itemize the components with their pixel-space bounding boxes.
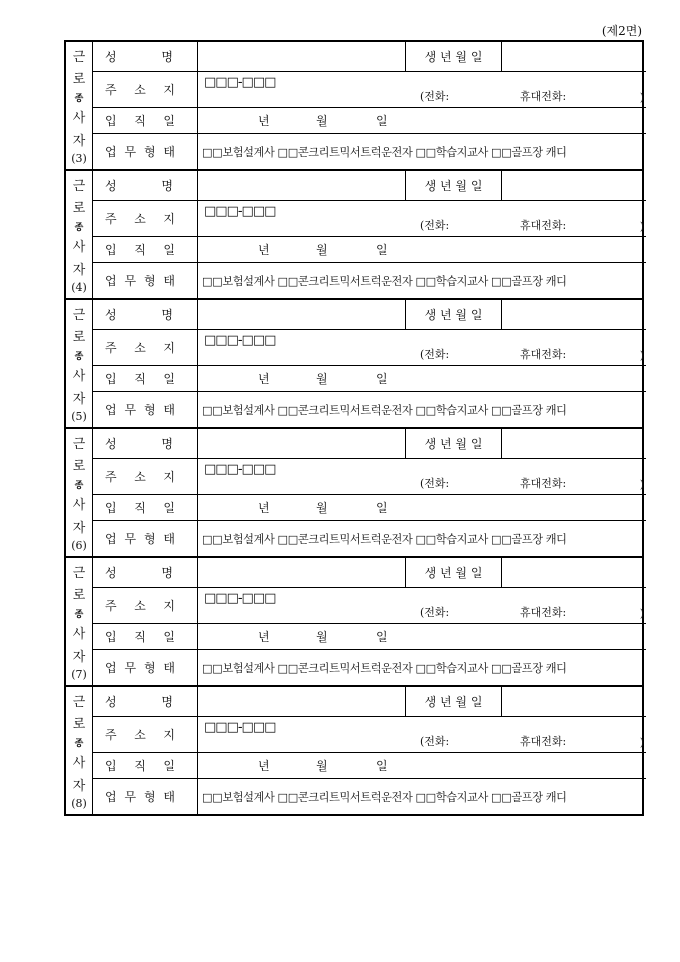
work-type-label: 업 무 형 태	[92, 520, 197, 556]
year-label: 년	[258, 501, 270, 515]
worker-side-label	[66, 687, 92, 814]
side-char: 사	[72, 627, 86, 643]
hire-date-field[interactable]	[197, 623, 646, 649]
mobile-label: 휴대전화:	[520, 348, 567, 361]
birth-label: 생 년 월 일	[405, 429, 501, 458]
side-char: 근	[72, 565, 86, 581]
name-label: 성 명	[92, 42, 197, 71]
year-label: 년	[258, 243, 270, 257]
birth-field[interactable]	[501, 42, 646, 71]
side-char: 종	[74, 609, 84, 620]
side-char: 로	[72, 72, 86, 88]
birth-field[interactable]	[501, 300, 646, 329]
phone-label: (전화:	[420, 606, 450, 619]
address-field[interactable]	[197, 716, 646, 752]
address-label: 주 소 지	[92, 716, 197, 752]
postal-code-boxes[interactable]: □□□-□□□	[204, 591, 276, 606]
postal-code-boxes[interactable]: □□□-□□□	[204, 720, 276, 735]
worker-number: (6)	[71, 539, 87, 553]
month-label: 월	[316, 759, 328, 773]
year-label: 년	[258, 630, 270, 644]
side-char: 종	[74, 93, 84, 104]
side-char: 종	[74, 738, 84, 749]
close-paren: )	[639, 91, 644, 104]
worker-side-label	[66, 42, 92, 169]
hire-date-label: 입 직 일	[92, 365, 197, 391]
work-type-checkboxes[interactable]: □□보험설계사 □□콘크리트믹서트럭운전자 □□학습지교사 □□골프장 캐디	[197, 649, 646, 685]
close-paren: )	[639, 736, 644, 749]
name-field[interactable]	[197, 171, 405, 200]
close-paren: )	[639, 349, 644, 362]
worker-number: (8)	[71, 797, 87, 811]
name-field[interactable]	[197, 42, 405, 71]
worker-block	[64, 556, 644, 685]
work-type-checkboxes[interactable]: □□보험설계사 □□콘크리트믹서트럭운전자 □□학습지교사 □□골프장 캐디	[197, 778, 646, 814]
work-type-checkboxes[interactable]: □□보험설계사 □□콘크리트믹서트럭운전자 □□학습지교사 □□골프장 캐디	[197, 520, 646, 556]
side-char: 로	[72, 717, 86, 733]
work-type-checkboxes[interactable]: □□보험설계사 □□콘크리트믹서트럭운전자 □□학습지교사 □□골프장 캐디	[197, 262, 646, 298]
side-char: 종	[74, 222, 84, 233]
side-char: 사	[72, 240, 86, 256]
birth-label: 생 년 월 일	[405, 42, 501, 71]
mobile-label: 휴대전화:	[520, 219, 567, 232]
close-paren: )	[639, 478, 644, 491]
mobile-label: 휴대전화:	[520, 90, 567, 103]
birth-field[interactable]	[501, 687, 646, 716]
postal-code-boxes[interactable]: □□□-□□□	[204, 462, 276, 477]
phone-label: (전화:	[420, 219, 450, 232]
side-char: 종	[74, 351, 84, 362]
postal-code-boxes[interactable]: □□□-□□□	[204, 333, 276, 348]
work-type-label: 업 무 형 태	[92, 778, 197, 814]
worker-side-label	[66, 429, 92, 556]
hire-date-field[interactable]	[197, 236, 646, 262]
phone-label: (전화:	[420, 735, 450, 748]
year-label: 년	[258, 759, 270, 773]
side-char: 사	[72, 369, 86, 385]
year-label: 년	[258, 114, 270, 128]
day-label: 일	[376, 501, 388, 515]
hire-date-label: 입 직 일	[92, 752, 197, 778]
side-char: 자	[72, 391, 86, 407]
side-char: 근	[72, 694, 86, 710]
work-type-checkboxes[interactable]: □□보험설계사 □□콘크리트믹서트럭운전자 □□학습지교사 □□골프장 캐디	[197, 391, 646, 427]
month-label: 월	[316, 114, 328, 128]
side-char: 사	[72, 498, 86, 514]
side-char: 자	[72, 133, 86, 149]
name-label: 성 명	[92, 300, 197, 329]
side-char: 사	[72, 111, 86, 127]
name-field[interactable]	[197, 300, 405, 329]
month-label: 월	[316, 630, 328, 644]
side-char: 근	[72, 436, 86, 452]
close-paren: )	[639, 220, 644, 233]
worker-number: (7)	[71, 668, 87, 682]
hire-date-field[interactable]	[197, 107, 646, 133]
worker-side-label	[66, 300, 92, 427]
work-type-label: 업 무 형 태	[92, 262, 197, 298]
month-label: 월	[316, 372, 328, 386]
work-type-label: 업 무 형 태	[92, 391, 197, 427]
address-field[interactable]	[197, 200, 646, 236]
birth-label: 생 년 월 일	[405, 171, 501, 200]
birth-label: 생 년 월 일	[405, 558, 501, 587]
side-char: 자	[72, 649, 86, 665]
worker-block	[64, 427, 644, 556]
hire-date-field[interactable]	[197, 752, 646, 778]
side-char: 로	[72, 588, 86, 604]
hire-date-label: 입 직 일	[92, 236, 197, 262]
side-char: 근	[72, 307, 86, 323]
worker-number: (3)	[71, 152, 87, 166]
month-label: 월	[316, 501, 328, 515]
name-label: 성 명	[92, 558, 197, 587]
mobile-label: 휴대전화:	[520, 606, 567, 619]
address-field[interactable]	[197, 458, 646, 494]
address-field[interactable]	[197, 587, 646, 623]
day-label: 일	[376, 114, 388, 128]
work-type-label: 업 무 형 태	[92, 133, 197, 169]
day-label: 일	[376, 630, 388, 644]
name-field[interactable]	[197, 429, 405, 458]
hire-date-field[interactable]	[197, 365, 646, 391]
worker-block	[64, 40, 644, 169]
day-label: 일	[376, 372, 388, 386]
side-char: 근	[72, 49, 86, 65]
name-field[interactable]	[197, 687, 405, 716]
postal-code-boxes[interactable]: □□□-□□□	[204, 204, 276, 219]
worker-block	[64, 169, 644, 298]
hire-date-label: 입 직 일	[92, 494, 197, 520]
worker-side-label	[66, 171, 92, 298]
page-number: (제2면)	[601, 24, 642, 38]
day-label: 일	[376, 759, 388, 773]
work-type-label: 업 무 형 태	[92, 649, 197, 685]
mobile-label: 휴대전화:	[520, 477, 567, 490]
address-label: 주 소 지	[92, 458, 197, 494]
side-char: 자	[72, 520, 86, 536]
name-label: 성 명	[92, 429, 197, 458]
birth-field[interactable]	[501, 171, 646, 200]
worker-number: (4)	[71, 281, 87, 295]
worker-block	[64, 298, 644, 427]
birth-field[interactable]	[501, 558, 646, 587]
worker-number: (5)	[71, 410, 87, 424]
phone-label: (전화:	[420, 90, 450, 103]
work-type-checkboxes[interactable]: □□보험설계사 □□콘크리트믹서트럭운전자 □□학습지교사 □□골프장 캐디	[197, 133, 646, 169]
address-label: 주 소 지	[92, 587, 197, 623]
mobile-label: 휴대전화:	[520, 735, 567, 748]
birth-field[interactable]	[501, 429, 646, 458]
address-label: 주 소 지	[92, 329, 197, 365]
side-char: 로	[72, 330, 86, 346]
phone-label: (전화:	[420, 477, 450, 490]
birth-label: 생 년 월 일	[405, 300, 501, 329]
side-char: 종	[74, 480, 84, 491]
worker-side-label	[66, 558, 92, 685]
side-char: 근	[72, 178, 86, 194]
side-char: 로	[72, 201, 86, 217]
year-label: 년	[258, 372, 270, 386]
address-label: 주 소 지	[92, 200, 197, 236]
name-field[interactable]	[197, 558, 405, 587]
address-label: 주 소 지	[92, 71, 197, 107]
side-char: 자	[72, 778, 86, 794]
side-char: 자	[72, 262, 86, 278]
side-char: 로	[72, 459, 86, 475]
month-label: 월	[316, 243, 328, 257]
postal-code-boxes[interactable]: □□□-□□□	[204, 75, 276, 90]
name-label: 성 명	[92, 687, 197, 716]
address-field[interactable]	[197, 71, 646, 107]
phone-label: (전화:	[420, 348, 450, 361]
close-paren: )	[639, 607, 644, 620]
worker-form	[64, 40, 644, 816]
name-label: 성 명	[92, 171, 197, 200]
side-char: 사	[72, 756, 86, 772]
hire-date-field[interactable]	[197, 494, 646, 520]
hire-date-label: 입 직 일	[92, 623, 197, 649]
hire-date-label: 입 직 일	[92, 107, 197, 133]
day-label: 일	[376, 243, 388, 257]
birth-label: 생 년 월 일	[405, 687, 501, 716]
worker-block	[64, 685, 644, 816]
address-field[interactable]	[197, 329, 646, 365]
